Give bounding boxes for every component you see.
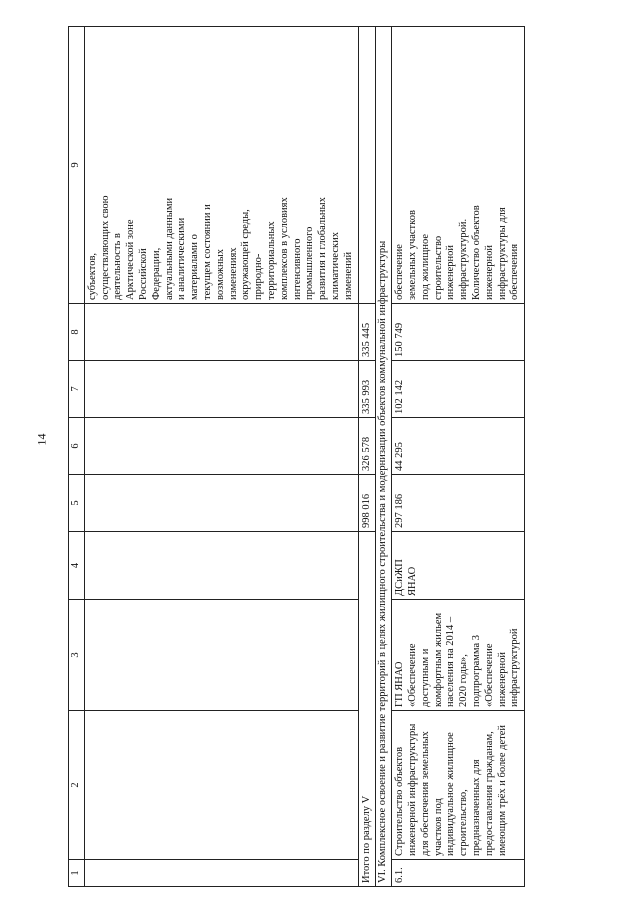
total-value: 998 016 xyxy=(358,475,376,532)
value-cell: 150 749 xyxy=(392,304,525,361)
header-cell: 5 xyxy=(69,475,85,532)
empty-cell xyxy=(84,532,358,600)
result-cell: субъектов, осуществляющих свою деятельность в Арктической зоне Российской Федерации, актуальными данными и аналитическими материалами о текущем состоянии и возможных изменениях окружающей среды, природно- территориальных комплексов в условиях интенсивного промышленного развития и глобальных климатических изменений xyxy=(84,27,358,304)
event-name: Строительство объектов инженерной инфраструктуры для обеспечения земельных участков под индивидуальное жилищное строительство, предназначенных для предоставления гражданам, имеющим трёх и более детей xyxy=(392,711,525,860)
continuation-row xyxy=(84,27,358,887)
row-number: 6.1. xyxy=(392,860,525,887)
total-row xyxy=(358,27,376,887)
header-cell: 4 xyxy=(69,532,85,600)
header-cell: 9 xyxy=(69,27,85,304)
executor-cell: ДСиЖП ЯНАО xyxy=(392,532,525,600)
value-cell: 297 186 xyxy=(392,475,525,532)
total-value: 326 578 xyxy=(358,418,376,475)
total-label: Итого по разделу V xyxy=(358,532,376,887)
section-row xyxy=(376,27,392,887)
empty-cell xyxy=(84,361,358,418)
empty-cell xyxy=(84,600,358,711)
table-row xyxy=(392,27,525,887)
header-cell: 8 xyxy=(69,304,85,361)
rotated-table-container xyxy=(68,27,624,887)
empty-cell xyxy=(84,860,358,887)
empty-cell xyxy=(84,304,358,361)
header-cell: 3 xyxy=(69,600,85,711)
header-cell: 6 xyxy=(69,418,85,475)
empty-cell xyxy=(84,711,358,860)
header-cell: 7 xyxy=(69,361,85,418)
section-title: VI. Комплексное освоение и развитие территорий в целях жилищного строительства и модернизации объектов коммунальной инфраструктуры xyxy=(376,27,392,887)
value-cell: 102 142 xyxy=(392,361,525,418)
result-cell: обеспечение земельных участков под жилищное строительство инженерной инфраструктурой. Количество объектов инженерной инфраструктуры для обеспечения xyxy=(392,27,525,304)
value-cell: 44 295 xyxy=(392,418,525,475)
header-cell: 2 xyxy=(69,711,85,860)
program-cell: ГП ЯНАО «Обеспечение доступным и комфортным жильем населения на 2014 – 2020 годы», подпрограмма 3 «Обеспечение инженерной инфраструктурой xyxy=(392,600,525,711)
page-number: 14 xyxy=(34,433,49,446)
empty-cell xyxy=(84,418,358,475)
empty-cell xyxy=(84,475,358,532)
empty-cell xyxy=(358,27,376,304)
budget-table xyxy=(68,26,525,887)
total-value: 335 445 xyxy=(358,304,376,361)
header-row xyxy=(69,27,85,887)
total-value: 335 993 xyxy=(358,361,376,418)
header-cell: 1 xyxy=(69,860,85,887)
